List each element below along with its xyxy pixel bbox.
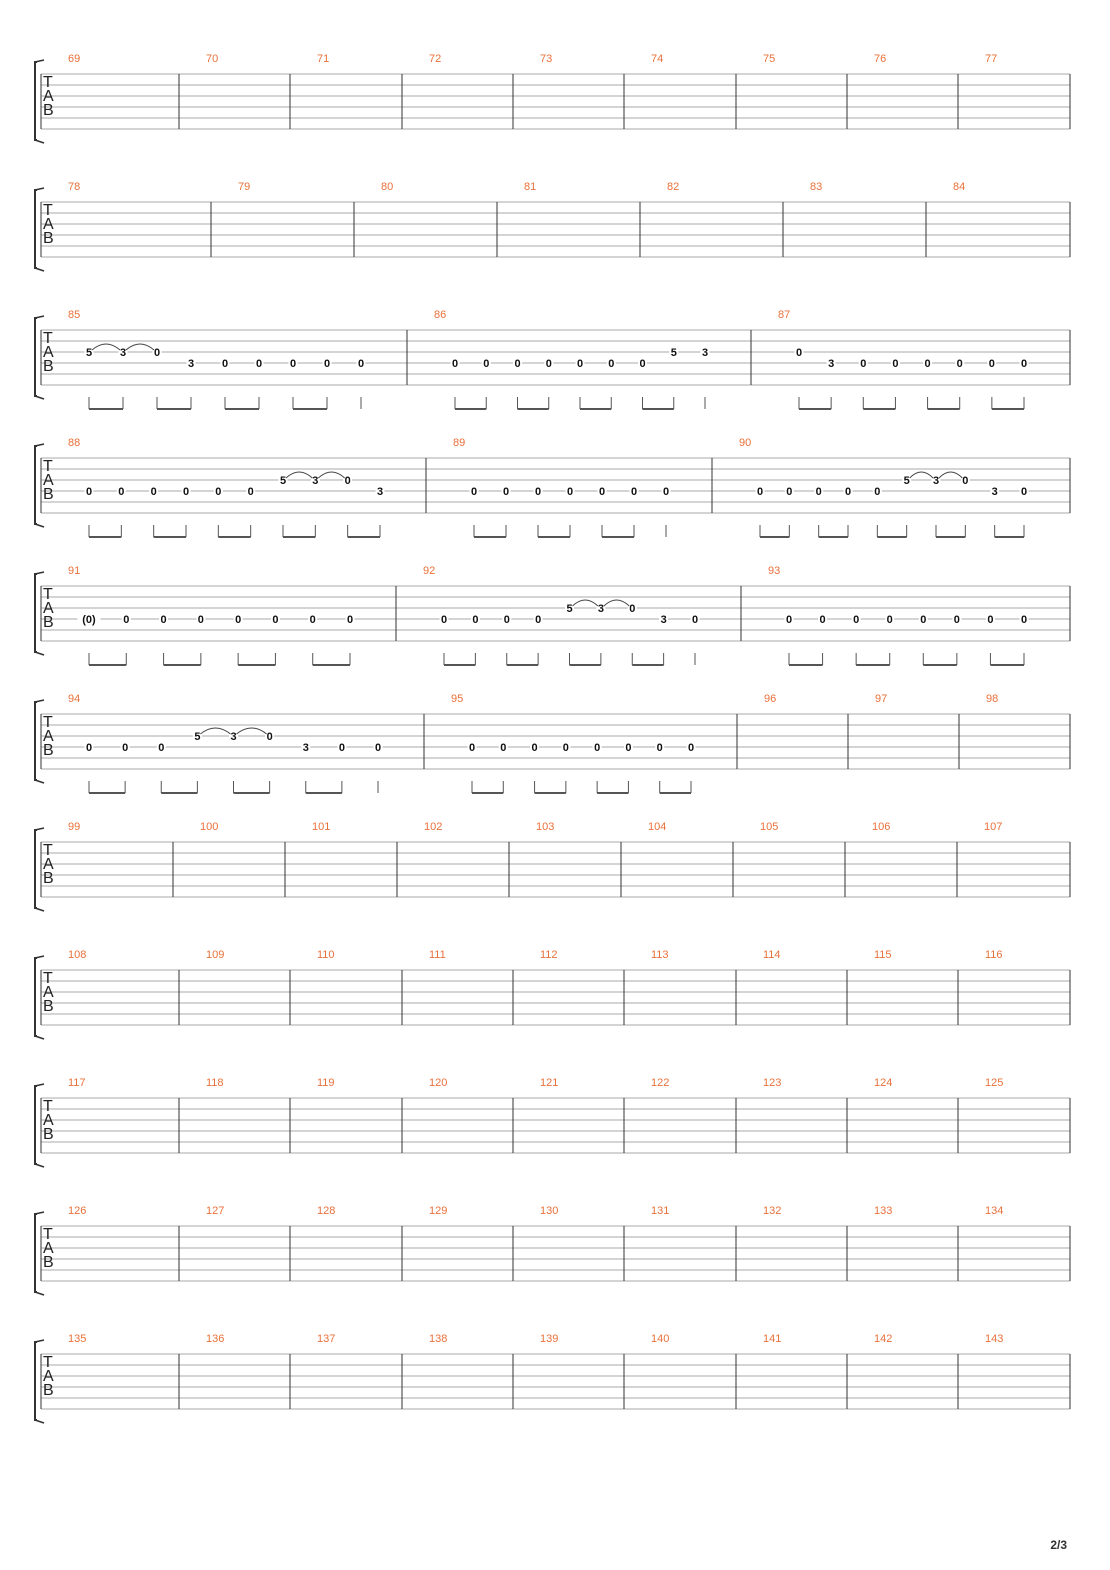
tab-clef-letter: A bbox=[43, 1368, 54, 1385]
fret-number: 0 bbox=[346, 614, 354, 626]
measure-number: 82 bbox=[667, 181, 680, 193]
system-bracket-bottom bbox=[35, 1420, 44, 1423]
measure-number: 117 bbox=[68, 1077, 86, 1089]
fret-number: 0 bbox=[795, 347, 803, 359]
tab-clef-letter: B bbox=[43, 870, 54, 887]
tab-clef-letter: T bbox=[43, 842, 53, 859]
measure-number: 111 bbox=[429, 949, 446, 961]
measure-number: 121 bbox=[540, 1077, 559, 1089]
fret-number: 0 bbox=[451, 358, 459, 370]
measure-number: 92 bbox=[423, 565, 436, 577]
fret-number: 3 bbox=[312, 475, 319, 487]
fret-number: 0 bbox=[844, 486, 852, 498]
tab-clef-letter: A bbox=[43, 728, 54, 745]
fret-number: 0 bbox=[472, 614, 479, 626]
fret-number: 0 bbox=[150, 486, 157, 498]
tab-clef-letter: A bbox=[43, 472, 54, 489]
measure-number: 128 bbox=[317, 1205, 336, 1217]
measure-number: 95 bbox=[451, 693, 464, 705]
fret-number: 0 bbox=[691, 614, 699, 626]
fret-number: 0 bbox=[289, 358, 297, 370]
measure-number: 91 bbox=[68, 565, 81, 577]
fret-number: 0 bbox=[503, 614, 510, 626]
fret-number: 0 bbox=[756, 486, 764, 498]
fret-number: 0 bbox=[566, 486, 574, 498]
system-bracket bbox=[35, 1086, 37, 1164]
fret-number: 0 bbox=[860, 358, 867, 370]
measure-number: 115 bbox=[874, 949, 892, 961]
tab-clef-letter: A bbox=[43, 88, 54, 105]
measure-number: 80 bbox=[381, 181, 394, 193]
measure-number: 103 bbox=[536, 821, 555, 833]
measure-number: 124 bbox=[874, 1077, 893, 1089]
fret-number: 0 bbox=[924, 358, 931, 370]
measure-number: 99 bbox=[68, 821, 81, 833]
fret-number: 0 bbox=[534, 486, 542, 498]
tab-clef-letter: B bbox=[43, 998, 54, 1015]
measure-number: 114 bbox=[763, 949, 781, 961]
fret-number: 0 bbox=[819, 614, 826, 626]
fret-number: 3 bbox=[660, 614, 667, 626]
measure-number: 129 bbox=[429, 1205, 448, 1217]
page-number: 2/3 bbox=[1050, 1538, 1067, 1552]
system-bracket bbox=[35, 1214, 37, 1292]
system-bracket bbox=[35, 574, 37, 652]
measure-number: 71 bbox=[317, 53, 330, 65]
fret-number: 0 bbox=[123, 614, 130, 626]
tab-clef-letter: T bbox=[43, 1354, 53, 1371]
fret-number: 0 bbox=[625, 742, 632, 754]
fret-number: 0 bbox=[687, 742, 695, 754]
measure-number: 83 bbox=[810, 181, 823, 193]
tab-clef-letter: T bbox=[43, 202, 53, 219]
fret-number: 0 bbox=[953, 614, 960, 626]
system-bracket-bottom bbox=[35, 524, 44, 527]
tab-clef-letter: T bbox=[43, 74, 53, 91]
tab-clef-letter: A bbox=[43, 856, 54, 873]
fret-number: 0 bbox=[514, 358, 521, 370]
fret-number: 0 bbox=[338, 742, 345, 754]
fret-number: 0 bbox=[500, 742, 507, 754]
slur-arc bbox=[910, 472, 933, 478]
measure-number: 138 bbox=[429, 1333, 448, 1345]
measure-number: 85 bbox=[68, 309, 81, 321]
tab-clef-letter: T bbox=[43, 970, 53, 987]
fret-number: 0 bbox=[323, 358, 331, 370]
fret-number: 0 bbox=[247, 486, 254, 498]
system-bracket-top bbox=[35, 1212, 44, 1214]
system-bracket-bottom bbox=[35, 652, 44, 655]
measure-number: 74 bbox=[651, 53, 664, 65]
system-bracket-bottom bbox=[35, 1292, 44, 1295]
slur-arc bbox=[939, 472, 962, 478]
system-bracket bbox=[35, 1342, 37, 1420]
measure-number: 137 bbox=[317, 1333, 336, 1345]
tab-clef-letter: T bbox=[43, 1226, 53, 1243]
tab-clef-letter: T bbox=[43, 586, 53, 603]
fret-number: 0 bbox=[502, 486, 510, 498]
measure-number: 73 bbox=[540, 53, 553, 65]
slur-arc bbox=[200, 728, 230, 734]
measure-number: 69 bbox=[68, 53, 81, 65]
fret-number: 0 bbox=[785, 614, 793, 626]
fret-number: 0 bbox=[272, 614, 279, 626]
measure-number: 76 bbox=[874, 53, 887, 65]
measure-number: 127 bbox=[206, 1205, 225, 1217]
measure-number: 123 bbox=[763, 1077, 782, 1089]
system-bracket-bottom bbox=[35, 908, 44, 911]
fret-number: 0 bbox=[920, 614, 927, 626]
slur-arc bbox=[92, 344, 120, 350]
fret-number: 0 bbox=[1020, 358, 1028, 370]
system-bracket-top bbox=[35, 700, 44, 702]
slur-arc bbox=[237, 728, 267, 734]
measure-number: 112 bbox=[540, 949, 558, 961]
measure-number: 78 bbox=[68, 181, 81, 193]
tab-clef-letter: B bbox=[43, 742, 54, 759]
tab-clef-letter: B bbox=[43, 102, 54, 119]
fret-number: 0 bbox=[483, 358, 490, 370]
measure-number: 141 bbox=[763, 1333, 782, 1345]
measure-number: 116 bbox=[985, 949, 1003, 961]
measure-number: 93 bbox=[768, 565, 781, 577]
fret-number: 3 bbox=[187, 358, 195, 370]
system-bracket-top bbox=[35, 956, 44, 958]
fret-number: 0 bbox=[215, 486, 222, 498]
measure-number: 113 bbox=[651, 949, 669, 961]
system-bracket-top bbox=[35, 444, 44, 446]
fret-number: 3 bbox=[119, 347, 127, 359]
measure-number: 134 bbox=[985, 1205, 1004, 1217]
tab-clef-letter: A bbox=[43, 1112, 54, 1129]
measure-number: 79 bbox=[238, 181, 251, 193]
fret-number: 0 bbox=[122, 742, 129, 754]
system-bracket-bottom bbox=[35, 396, 44, 399]
fret-number: 0 bbox=[656, 742, 663, 754]
measure-number: 104 bbox=[648, 821, 667, 833]
fret-number: 3 bbox=[701, 347, 709, 359]
fret-number: 0 bbox=[85, 742, 93, 754]
fret-number: 3 bbox=[302, 742, 309, 754]
fret-number: 3 bbox=[230, 731, 237, 743]
fret-number: 5 bbox=[903, 475, 910, 487]
fret-number: 0 bbox=[562, 742, 569, 754]
fret-number: 5 bbox=[279, 475, 287, 487]
fret-number: 3 bbox=[376, 486, 384, 498]
system-bracket bbox=[35, 446, 37, 524]
slur-arc bbox=[573, 600, 598, 606]
system-bracket bbox=[35, 318, 37, 396]
fret-number: 0 bbox=[182, 486, 190, 498]
system-bracket-top bbox=[35, 1084, 44, 1086]
fret-number: 0 bbox=[594, 742, 601, 754]
fret-number: 0 bbox=[545, 358, 552, 370]
system-bracket-top bbox=[35, 828, 44, 830]
tab-clef-letter: B bbox=[43, 1382, 54, 1399]
fret-number: 0 bbox=[118, 486, 125, 498]
system-bracket bbox=[35, 190, 37, 268]
fret-number: 0 bbox=[535, 614, 542, 626]
fret-number: 0 bbox=[153, 347, 161, 359]
measure-number: 140 bbox=[651, 1333, 670, 1345]
measure-number: 88 bbox=[68, 437, 81, 449]
fret-number: 0 bbox=[344, 475, 351, 487]
fret-number: 0 bbox=[85, 486, 93, 498]
measure-number: 75 bbox=[763, 53, 776, 65]
fret-number: 0 bbox=[608, 358, 615, 370]
tab-clef-letter: A bbox=[43, 600, 54, 617]
measure-number: 142 bbox=[874, 1333, 893, 1345]
fret-number: 0 bbox=[639, 358, 646, 370]
fret-number: 0 bbox=[357, 358, 365, 370]
system-bracket-top bbox=[35, 60, 44, 62]
fret-number: 3 bbox=[932, 475, 940, 487]
measure-number: 110 bbox=[317, 949, 335, 961]
measure-number: 130 bbox=[540, 1205, 559, 1217]
measure-number: 143 bbox=[985, 1333, 1004, 1345]
measure-number: 86 bbox=[434, 309, 447, 321]
measure-number: 105 bbox=[760, 821, 779, 833]
fret-number: 0 bbox=[987, 614, 994, 626]
slur-arc bbox=[318, 472, 344, 478]
measure-number: 72 bbox=[429, 53, 442, 65]
fret-number: 0 bbox=[1020, 614, 1028, 626]
tab-clef-letter: T bbox=[43, 330, 53, 347]
measure-number: 102 bbox=[424, 821, 443, 833]
measure-number: 107 bbox=[984, 821, 1003, 833]
fret-number: 0 bbox=[576, 358, 584, 370]
measure-number: 101 bbox=[312, 821, 331, 833]
tab-clef-letter: B bbox=[43, 1254, 54, 1271]
slur-arc bbox=[604, 600, 629, 606]
measure-number: 131 bbox=[651, 1205, 670, 1217]
fret-number: 0 bbox=[786, 486, 793, 498]
fret-number: 0 bbox=[956, 358, 963, 370]
fret-number: 0 bbox=[158, 742, 165, 754]
system-bracket-top bbox=[35, 1340, 44, 1342]
tab-clef-letter: B bbox=[43, 614, 54, 631]
system-bracket bbox=[35, 830, 37, 908]
measure-number: 87 bbox=[778, 309, 791, 321]
measure-number: 118 bbox=[206, 1077, 224, 1089]
fret-number: 0 bbox=[853, 614, 860, 626]
fret-number: 0 bbox=[221, 358, 229, 370]
fret-number: 0 bbox=[815, 486, 822, 498]
fret-number: 0 bbox=[255, 358, 263, 370]
fret-number: 0 bbox=[468, 742, 476, 754]
fret-number: 0 bbox=[662, 486, 670, 498]
fret-number: 0 bbox=[309, 614, 316, 626]
fret-number: 3 bbox=[828, 358, 835, 370]
fret-number: 0 bbox=[1020, 486, 1028, 498]
measure-number: 70 bbox=[206, 53, 219, 65]
fret-number: 0 bbox=[886, 614, 893, 626]
tab-clef-letter: A bbox=[43, 216, 54, 233]
system-bracket bbox=[35, 958, 37, 1036]
system-bracket-bottom bbox=[35, 140, 44, 143]
fret-number: (0) bbox=[82, 614, 96, 626]
measure-number: 100 bbox=[200, 821, 219, 833]
fret-number: 0 bbox=[874, 486, 881, 498]
fret-number: 0 bbox=[470, 486, 478, 498]
fret-number: 0 bbox=[598, 486, 606, 498]
system-bracket bbox=[35, 702, 37, 780]
system-bracket-top bbox=[35, 572, 44, 574]
fret-number: 0 bbox=[629, 603, 636, 615]
measure-number: 132 bbox=[763, 1205, 782, 1217]
measure-number: 120 bbox=[429, 1077, 448, 1089]
measure-number: 106 bbox=[872, 821, 891, 833]
tab-clef-letter: B bbox=[43, 230, 54, 247]
measure-number: 135 bbox=[68, 1333, 87, 1345]
measure-number: 133 bbox=[874, 1205, 893, 1217]
system-bracket-bottom bbox=[35, 1036, 44, 1039]
tab-clef-letter: A bbox=[43, 1240, 54, 1257]
measure-number: 98 bbox=[986, 693, 999, 705]
measure-number: 108 bbox=[68, 949, 87, 961]
tab-clef-letter: T bbox=[43, 714, 53, 731]
measure-number: 84 bbox=[953, 181, 966, 193]
system-bracket-bottom bbox=[35, 268, 44, 271]
system-bracket-top bbox=[35, 316, 44, 318]
fret-number: 5 bbox=[566, 603, 573, 615]
fret-number: 0 bbox=[266, 731, 273, 743]
measure-number: 139 bbox=[540, 1333, 559, 1345]
measure-number: 136 bbox=[206, 1333, 225, 1345]
measure-number: 122 bbox=[651, 1077, 670, 1089]
slur-arc bbox=[286, 472, 312, 478]
system-bracket-bottom bbox=[35, 780, 44, 783]
fret-number: 0 bbox=[235, 614, 242, 626]
measure-number: 97 bbox=[875, 693, 888, 705]
measure-number: 81 bbox=[524, 181, 537, 193]
measure-number: 126 bbox=[68, 1205, 87, 1217]
measure-number: 77 bbox=[985, 53, 998, 65]
fret-number: 0 bbox=[630, 486, 638, 498]
fret-number: 0 bbox=[892, 358, 899, 370]
fret-number: 0 bbox=[531, 742, 538, 754]
fret-number: 3 bbox=[597, 603, 604, 615]
tab-clef-letter: B bbox=[43, 1126, 54, 1143]
measure-number: 125 bbox=[985, 1077, 1004, 1089]
tab-clef-letter: T bbox=[43, 1098, 53, 1115]
measure-number: 90 bbox=[739, 437, 752, 449]
fret-number: 0 bbox=[988, 358, 995, 370]
fret-number: 5 bbox=[85, 347, 93, 359]
system-bracket bbox=[35, 62, 37, 140]
fret-number: 3 bbox=[991, 486, 998, 498]
fret-number: 0 bbox=[962, 475, 969, 487]
fret-number: 0 bbox=[160, 614, 167, 626]
tab-clef-letter: A bbox=[43, 984, 54, 1001]
measure-number: 89 bbox=[453, 437, 466, 449]
fret-number: 0 bbox=[374, 742, 382, 754]
system-bracket-bottom bbox=[35, 1164, 44, 1167]
tab-clef-letter: B bbox=[43, 486, 54, 503]
measure-number: 109 bbox=[206, 949, 225, 961]
measure-number: 94 bbox=[68, 693, 81, 705]
fret-number: 0 bbox=[440, 614, 448, 626]
fret-number: 0 bbox=[197, 614, 204, 626]
tab-clef-letter: B bbox=[43, 358, 54, 375]
tab-clef-letter: A bbox=[43, 344, 54, 361]
measure-number: 119 bbox=[317, 1077, 335, 1089]
slur-arc bbox=[126, 344, 154, 350]
fret-number: 5 bbox=[194, 731, 201, 743]
system-bracket-top bbox=[35, 188, 44, 190]
measure-number: 96 bbox=[764, 693, 777, 705]
tab-clef-letter: T bbox=[43, 458, 53, 475]
fret-number: 5 bbox=[670, 347, 677, 359]
